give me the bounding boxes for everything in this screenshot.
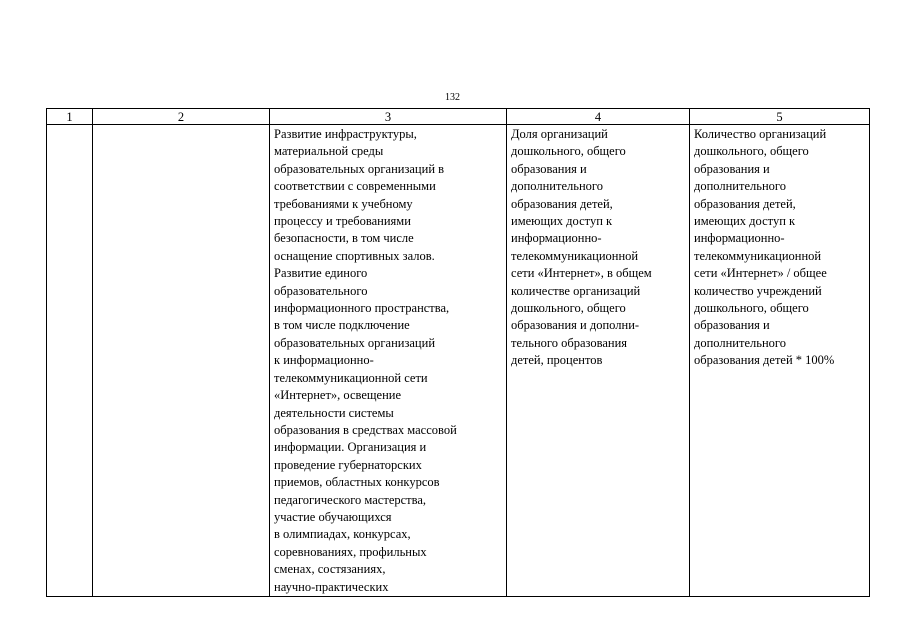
cell-text-line: образования и [694,318,770,333]
cell-text-line: образовательного [274,283,368,298]
column-header-2: 2 [93,109,270,125]
cell-text-line: соревнованиях, профильных [274,544,427,559]
cell-text-line: образовательных организаций [274,335,436,350]
cell-text-line: образовательных организаций в [274,161,445,176]
cell-text-line: материальной среды [274,144,384,159]
cell-text-line: приемов, областных конкурсов [274,475,440,490]
cell-text-line: количестве организаций [511,283,641,298]
cell-text-line: телекоммуникационной сети [274,370,428,385]
cell-text-line: детей, процентов [511,353,603,368]
cell-col-1 [47,125,93,597]
cell-text-line: образования и [511,161,587,176]
cell-text-line: дошкольного, общего [511,301,626,316]
page-number: 132 [445,92,460,103]
column-header-4: 4 [507,109,690,125]
cell-text-line: образования в средствах массовой [274,422,457,437]
cell-col-2 [93,125,270,597]
cell-text-line: дополнительного [694,335,786,350]
cell-text-line: Доля организаций [511,127,608,141]
cell-text-line: «Интернет», освещение [274,388,402,403]
cell-text-line: педагогического мастерства, [274,492,427,507]
cell-text-line: Развитие инфраструктуры, [274,127,417,141]
cell-text-line: образования детей, [511,196,613,211]
cell-text-line: дополнительного [511,179,603,194]
cell-text-line: деятельности системы [274,405,394,420]
cell-text-line: сети «Интернет» / общее [694,266,827,281]
cell-text-line: телекоммуникационной [694,248,822,263]
cell-text-line: безопасности, в том числе [274,231,414,246]
cell-text-line: образования детей * 100% [694,353,835,368]
cell-text-line: дошкольного, общего [694,301,809,316]
cell-text-line: оснащение спортивных залов. [274,248,435,263]
document-table [46,108,870,597]
cell-text-line: соответствии с современными [274,179,436,194]
cell-text-line: дошкольного, общего [694,144,809,159]
cell-text-line: процессу и требованиями [274,214,411,229]
cell-text-line: тельного образования [511,335,628,350]
cell-text-line: имеющих доступ к [511,214,613,229]
cell-text-line: информации. Организация и [274,440,427,455]
cell-text-line: образования детей, [694,196,796,211]
column-header-1: 1 [47,109,93,125]
cell-text-line: информационно- [511,231,602,246]
column-header-5: 5 [690,109,870,125]
cell-text-line: дополнительного [694,179,786,194]
table-row [47,125,870,597]
cell-text-line: требованиями к учебному [274,196,413,211]
cell-text-line: информационно- [694,231,785,246]
cell-text-line: к информационно- [274,353,374,368]
cell-text-line: участие обучающихся [274,509,392,524]
cell-col-3 [270,125,507,597]
cell-text-line: в олимпиадах, конкурсах, [274,527,411,542]
cell-text-line: сменах, состязаниях, [274,562,386,577]
cell-text-line: в том числе подключение [274,318,410,333]
cell-text-line: дошкольного, общего [511,144,626,159]
cell-text-line: образования и дополни- [511,318,640,333]
cell-text-line: Развитие единого [274,266,368,281]
cell-text-line: информационного пространства, [274,301,450,316]
cell-col-4 [507,125,690,597]
cell-text-line: имеющих доступ к [694,214,796,229]
cell-col-5 [690,125,870,597]
cell-text-line: телекоммуникационной [511,248,639,263]
header-row [47,109,870,125]
column-header-3: 3 [270,109,507,125]
cell-text-line: сети «Интернет», в общем [511,266,652,281]
cell-text-line: образования и [694,161,770,176]
cell-text-line: научно-практических [274,579,389,594]
cell-text-line: Количество организаций [694,127,827,141]
cell-text-line: количество учреждений [694,283,822,298]
cell-text-line: проведение губернаторских [274,457,422,472]
